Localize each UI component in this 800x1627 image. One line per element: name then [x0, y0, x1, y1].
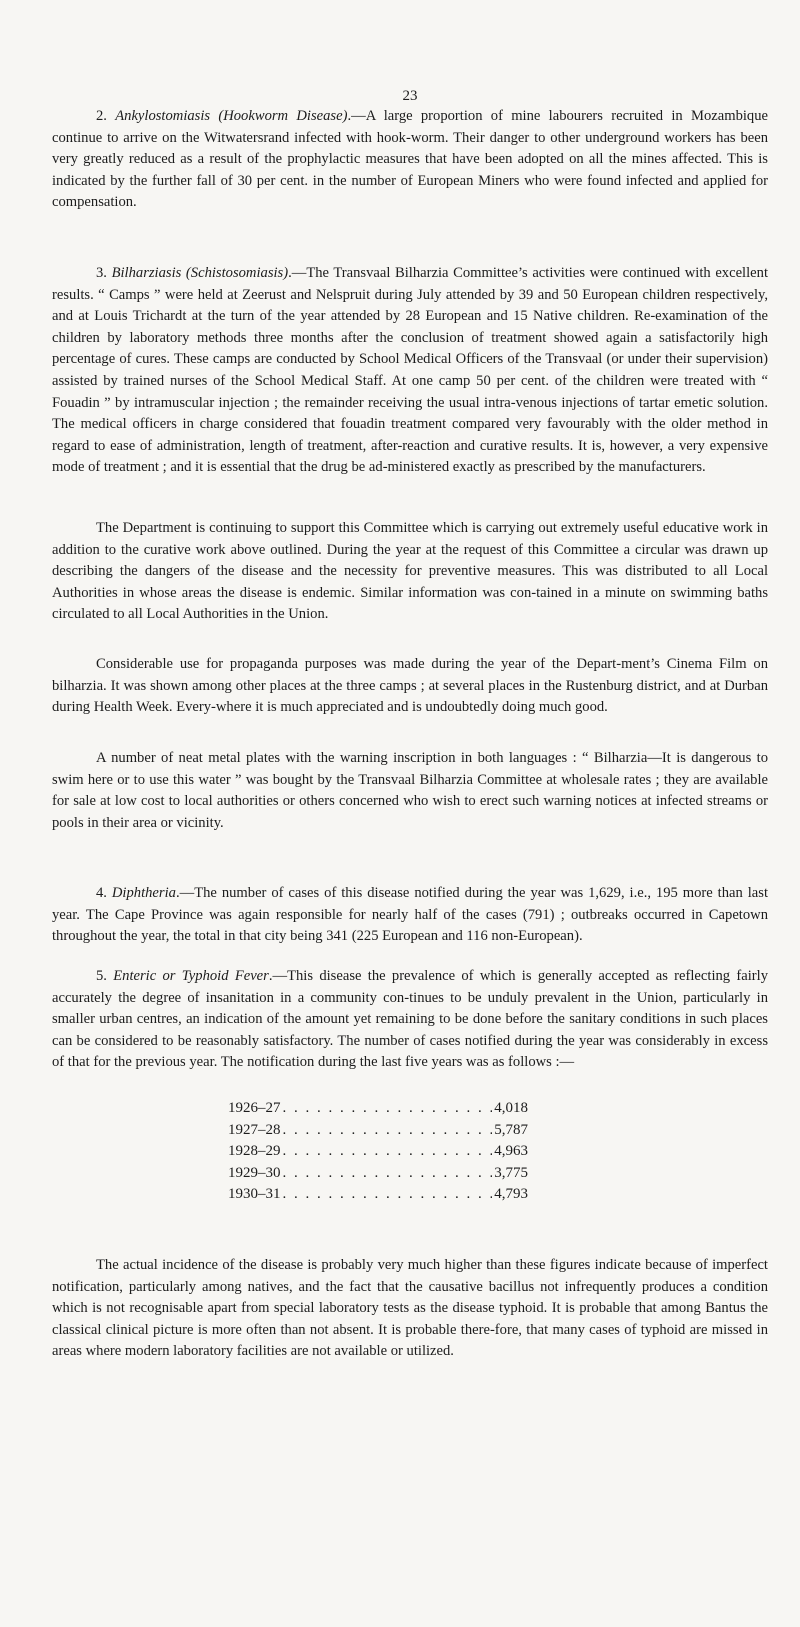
section-ankylostomiasis: 2. Ankylostomiasis (Hookworm Disease).—A large proportion of mine labourers recruited in Mozambique continue to arrive on the Witwatersrand infected with hook-worm. Their danger to other underground workers has been very greatly reduced as a result of the prophylactic measures that have been adopted on all the mines affected. This is indicated by the further fall of 30 per cent. in the number of European Miners who were found infected and applied for compensation. [52, 108, 768, 211]
dot-leader [283, 1141, 493, 1163]
dot-leader [283, 1098, 493, 1120]
paragraph-committee-support: The Department is continuing to support this Committee which is carrying out extremely useful educative work in addition to the curative work above outlined. During the year at the request of this Committee a circular was drawn up describing the dangers of the disease and the necessity for preventive measures. This was distributed to all Local Authorities in whose areas the disease is endemic. Similar information was con-tained in a minute on swimming baths circulated to all Local Authorities in the Union. [52, 520, 768, 623]
table-cases: 4,793 [494, 1186, 528, 1203]
table-row [228, 1141, 528, 1163]
section-enteric-fever: 5. Enteric or Typhoid Fever.—This disease the prevalence of which is generally accepted as reflecting fairly accurately the degree of insanitation in a community con-tinues to be unduly prevalent in the Union, particularly in smaller urban centres, an indication of the amount yet remaining to be done before the sanitary conditions in such places can be considered to be reasonably satisfactory. The number of cases notified during the year was considerably in excess of that for the previous year. The notification during the last five years was as follows :— [52, 968, 768, 1071]
table-cases: 4,963 [494, 1143, 528, 1160]
dot-leader [283, 1163, 493, 1185]
section-heading: Diphtheria [111, 885, 176, 901]
section-diphtheria: 4. Diphtheria.—The number of cases of this disease notified during the year was 1,629, i.e., 195 more than last year. The Cape Province was again responsible for nearly half of the cases (791) ; outbreaks occurred in Capetown throughout the year, the total in that city being 341 (225 European and 116 non-European). [52, 885, 768, 945]
dot-leader [283, 1120, 493, 1142]
section-text: The Transvaal Bilharzia Committee’s activities were continued with excellent results. “ Camps ” were held at Zeerust and Nelspruit during July attended by 39 and 50 European children respectively, and at Louis Trichardt at the turn of the year attended by 28 European and 15 Native children. Re-examination of the children by laboratory methods three months after the conclusion of treatment showed again a satisfactorily high percentage of cures. These camps are conducted by School Medical Officers of the Transvaal (or under their supervision) assisted by trained nurses of the School Medical Staff. At one camp 50 per cent. of the children were treated with “ Fouadin ” by intramuscular injection ; the remainder receiving the usual intra-venous injections of tartar emetic solution. The medical officers in charge considered that fouadin treatment compared very favourably with the older method in regard to ease of administration, length of treatment, after-reaction and curative results. It is, however, a very expensive mode of treatment ; and it is essential that the drug be ad-ministered exactly as prescribed by the manufacturers. [52, 265, 768, 476]
section-heading: Ankylostomiasis (Hookworm Disease) [115, 108, 348, 124]
section-heading: Enteric or Typhoid Fever [113, 968, 269, 984]
table-year: 1930–31 [228, 1186, 281, 1203]
table-row [228, 1098, 528, 1120]
table-year: 1927–28 [228, 1121, 281, 1138]
section-text: This disease the prevalence of which is generally accepted as reflecting fairly accurately the degree of insanitation in a community con-tinues to be unduly prevalent in the Union, particularly in smaller urban centres, an indication of the amount yet remaining to be done before the sanitary conditions in such places can be considered to be reasonably satisfactory. The number of cases notified during the year was considerably in excess of that for the previous year. The notification during the last five years was as follows :— [52, 968, 768, 1071]
dot-leader [283, 1184, 493, 1206]
table-cases: 4,018 [494, 1100, 528, 1116]
table-row [228, 1163, 528, 1185]
table-cases: 5,787 [494, 1121, 528, 1138]
paragraph-warning-plates: A number of neat metal plates with the warning inscription in both languages : “ Bilharzia—It is dangerous to swim here or to use this water ” was bought by the Transvaal Bilharzia Committee at wholesale rates ; they are available for sale at low cost to local authorities or others concerned who wish to erect such warning notices at infected streams or pools in their area or vicinity. [52, 750, 768, 831]
table-row [228, 1184, 528, 1206]
section-heading: Bilharziasis (Schistosomiasis) [111, 265, 289, 281]
section-number: 5. [96, 968, 107, 984]
table-year: 1926–27 [228, 1100, 281, 1116]
section-number: 2. [96, 108, 107, 124]
section-bilharziasis: 3. Bilharziasis (Schistosomiasis).—The Transvaal Bilharzia Committee’s activities were continued with excellent results. “ Camps ” were held at Zeerust and Nelspruit during July attended by 39 and 50 European children respectively, and at Louis Trichardt at the turn of the year attended by 28 European and 15 Native children. Re-examination of the children by laboratory methods three months after the conclusion of treatment showed again a satisfactorily high percentage of cures. These camps are conducted by School Medical Officers of the Transvaal (or under their supervision) assisted by trained nurses of the School Medical Staff. At one camp 50 per cent. of the children were treated with “ Fouadin ” by intramuscular injection ; the remainder receiving the usual intra-venous injections of tartar emetic solution. The medical officers in charge considered that fouadin treatment compared very favourably with the older method in regard to ease of administration, length of treatment, after-reaction and curative results. It is, however, a very expensive mode of treatment ; and it is essential that the drug be ad-ministered exactly as prescribed by the manufacturers. [52, 265, 768, 476]
section-number: 3. [96, 265, 107, 281]
table-cases: 3,775 [494, 1164, 528, 1181]
section-number: 4. [96, 885, 107, 901]
notifications-table [228, 1098, 528, 1206]
page-number: 23 [402, 88, 418, 104]
section-text: The number of cases of this disease notified during the year was 1,629, i.e., 195 more than last year. The Cape Province was again responsible for nearly half of the cases (791) ; outbreaks occurred in Capetown throughout the year, the total in that city being 341 (225 European and 116 non-European). [52, 885, 768, 945]
section-text: A large proportion of mine labourers recruited in Mozambique continue to arrive on the Witwatersrand infected with hook-worm. Their danger to other underground workers has been very greatly reduced as a result of the prophylactic measures that have been adopted on all the mines affected. This is indicated by the further fall of 30 per cent. in the number of European Miners who were found infected and applied for compensation. [52, 108, 768, 211]
paragraph-cinema-film: Considerable use for propaganda purposes was made during the year of the Depart-ment’s Cinema Film on bilharzia. It was shown among other places at the three camps ; at several places in the Rustenburg district, and at Durban during Health Week. Every-where it is much appreciated and is undoubtedly doing much good. [52, 656, 768, 716]
table-year: 1929–30 [228, 1164, 281, 1181]
table-row [228, 1120, 528, 1142]
table-year: 1928–29 [228, 1143, 281, 1160]
paragraph-actual-incidence: The actual incidence of the disease is probably very much higher than these figures indicate because of imperfect notification, particularly among natives, and the fact that the causative bacillus not infrequently produces a condition which is not recognisable apart from special laboratory tests as the disease typhoid. It is probable that among Bantus the classical clinical picture is more often than not absent. It is probable there-fore, that many cases of typhoid are missed in areas where modern laboratory facilities are not available or utilized. [52, 1257, 768, 1360]
